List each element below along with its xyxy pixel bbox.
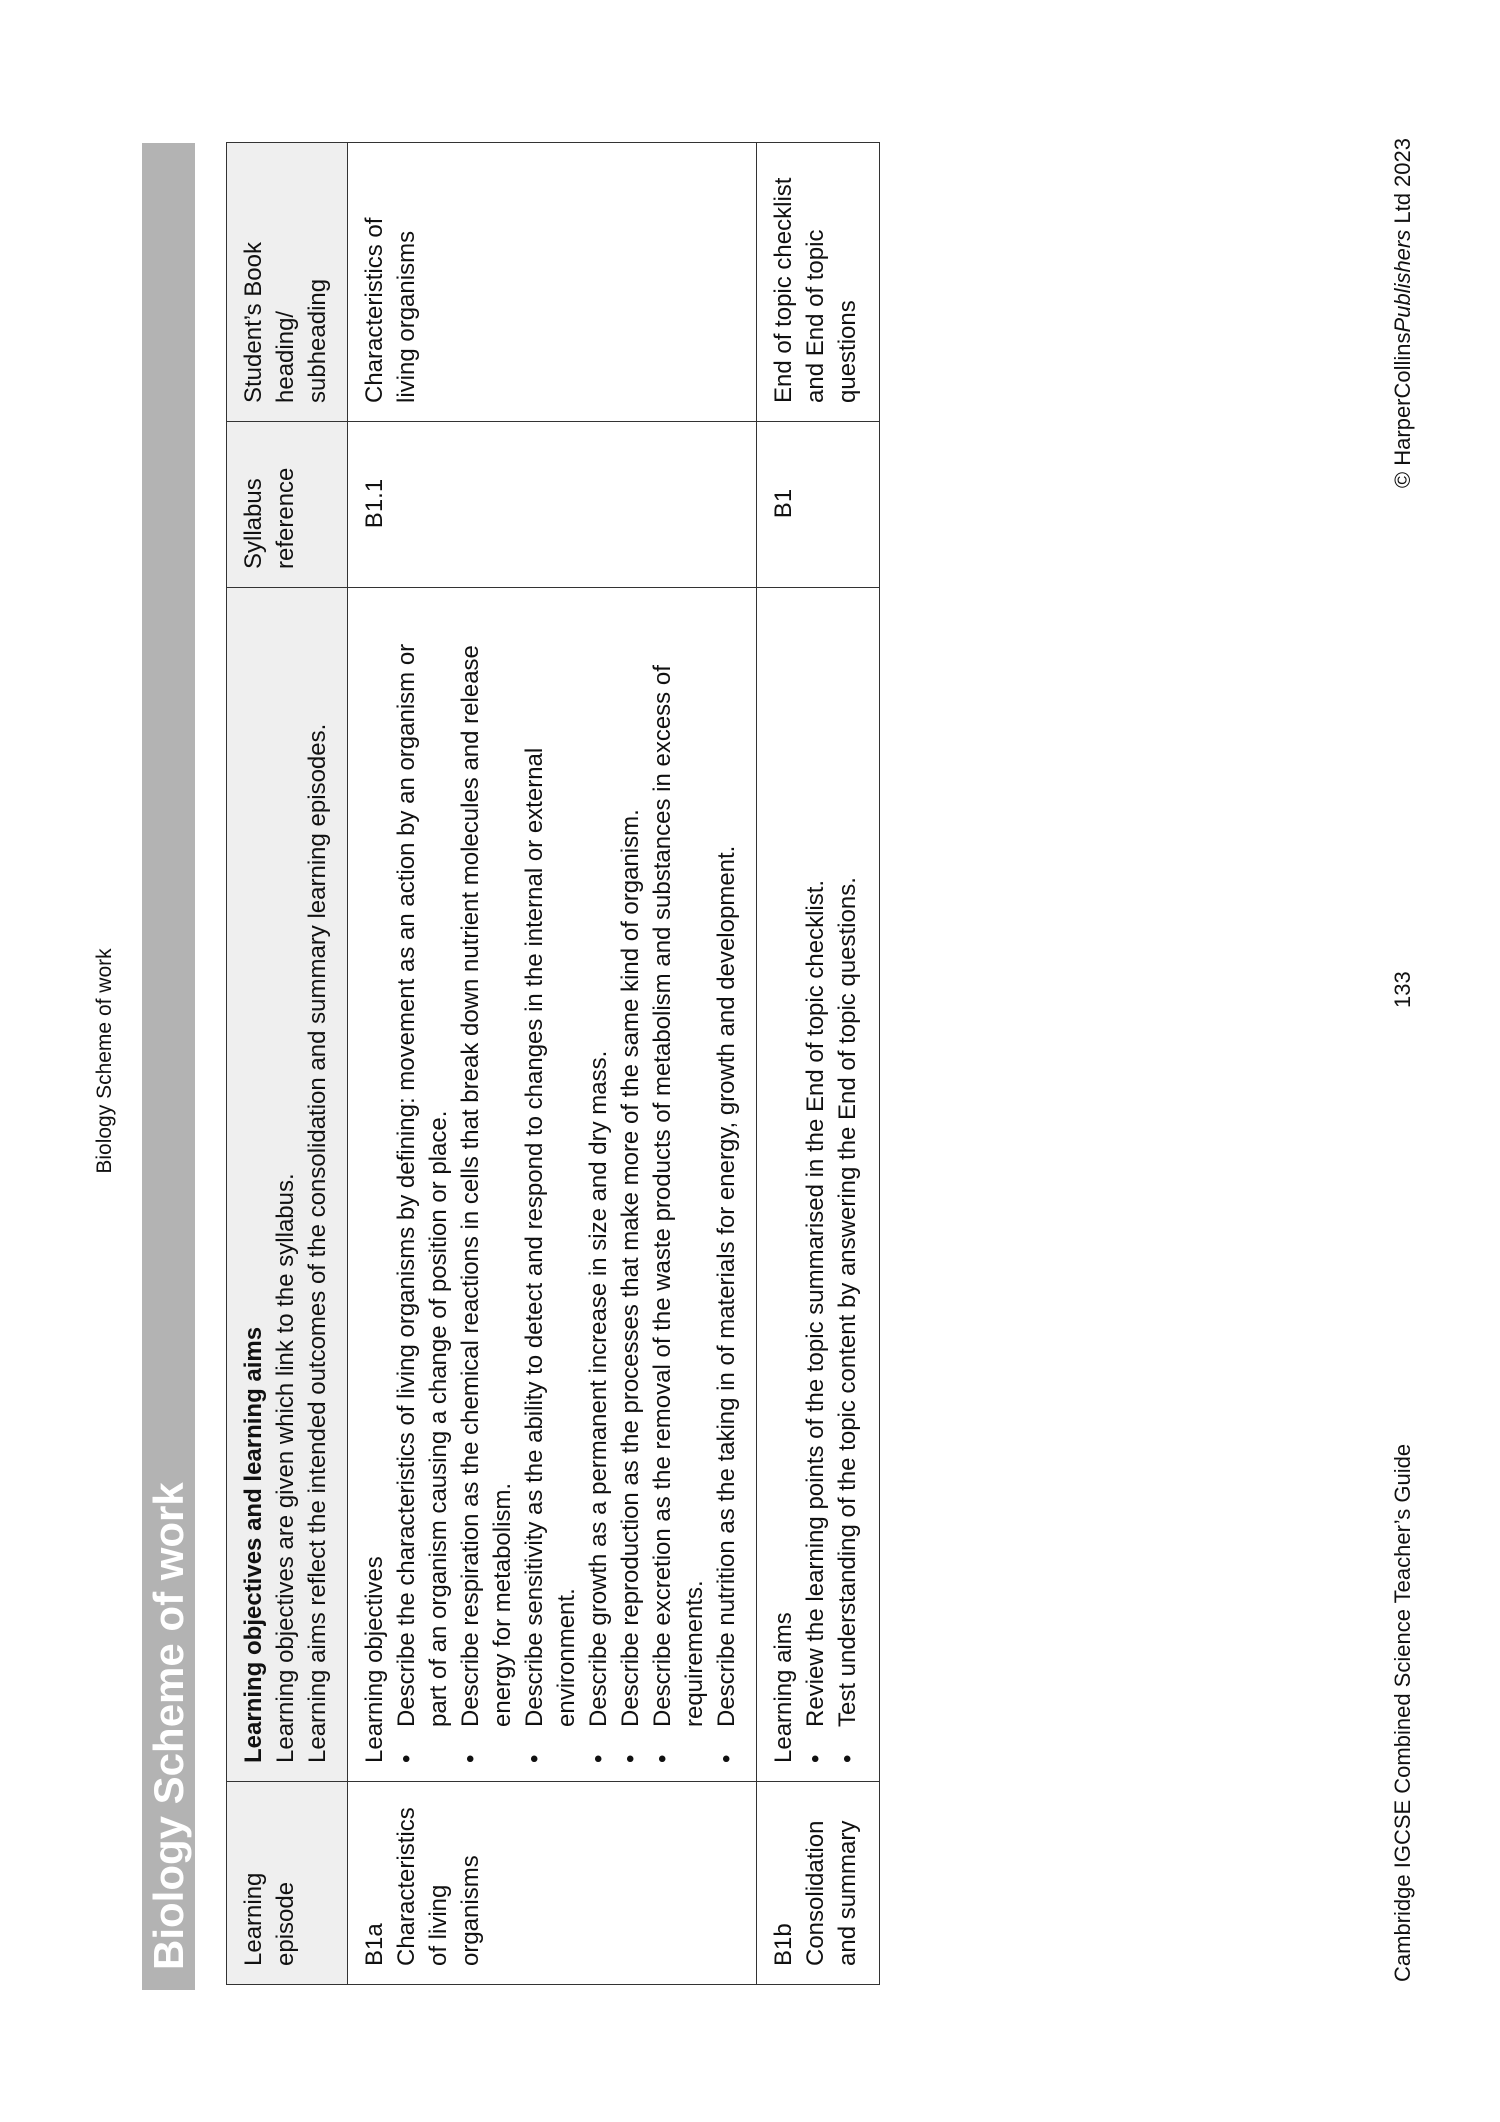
header-learning-episode bbox=[227, 1782, 348, 1985]
list-item bbox=[519, 604, 583, 1763]
episode-code: B1b bbox=[770, 1923, 797, 1966]
list-item bbox=[711, 604, 743, 1763]
students-book-cell: Characteristics of living organisms bbox=[348, 143, 757, 422]
syllabus-cell: B1 bbox=[757, 422, 880, 588]
header-text: reference bbox=[272, 467, 299, 569]
episode-cell bbox=[757, 1782, 880, 1985]
episode-code: B1a bbox=[361, 1923, 388, 1966]
bullet-icon: • bbox=[617, 1754, 644, 1763]
list-item-text: Describe reproduction as the processes that make more of the same kind of organism. bbox=[617, 809, 644, 1727]
list-item-text: Describe the characteristics of living organisms by defining: movement as an action by an organism or part of an organism causing a change of position or place. bbox=[393, 643, 452, 1727]
bullet-icon: • bbox=[713, 1754, 740, 1763]
copyright-italic: Publishers bbox=[1390, 229, 1415, 333]
header-text: Learning objectives and learning aims bbox=[240, 1326, 267, 1763]
list-item-text: Describe respiration as the chemical reactions in cells that break down nutrient molecules and release energy for metabolism. bbox=[457, 645, 516, 1727]
header-note: Learning objectives are given which link to the syllabus. bbox=[272, 1173, 299, 1763]
copyright-text: Ltd 2023 bbox=[1390, 138, 1415, 230]
header-syllabus-reference bbox=[227, 422, 348, 588]
aims-list bbox=[800, 604, 864, 1763]
header-text: Syllabus bbox=[240, 478, 267, 569]
header-objectives bbox=[227, 588, 348, 1782]
bullet-icon: • bbox=[649, 1754, 676, 1763]
page-number: 133 bbox=[1390, 971, 1415, 1008]
header-students-book bbox=[227, 143, 348, 422]
bullet-icon: • bbox=[457, 1754, 484, 1763]
header-text: Student’s Book bbox=[240, 241, 267, 403]
header-note: Learning aims reflect the intended outcomes of the consolidation and summary learning episodes. bbox=[304, 723, 331, 1763]
footer-book-title: Cambridge IGCSE Combined Science Teacher’s Guide bbox=[1390, 1443, 1415, 1982]
students-book-cell: End of topic checklist and End of topic questions bbox=[757, 143, 880, 422]
header-text: episode bbox=[272, 1881, 299, 1966]
header-text: heading/ bbox=[272, 310, 299, 403]
bullet-icon: • bbox=[521, 1754, 548, 1763]
list-item-text: Describe excretion as the removal of the waste products of metabolism and substances in excess of requirements. bbox=[649, 665, 708, 1727]
list-item bbox=[615, 604, 647, 1763]
list-item-text: Describe nutrition as the taking in of materials for energy, growth and development. bbox=[713, 845, 740, 1727]
list-item-text: Test understanding of the topic content by answering the End of topic questions. bbox=[834, 877, 861, 1727]
list-title: Learning objectives bbox=[361, 1556, 388, 1763]
list-item bbox=[832, 604, 864, 1763]
list-item bbox=[647, 604, 711, 1763]
objectives-list bbox=[391, 604, 743, 1763]
copyright bbox=[1390, 138, 1416, 522]
list-item-text: Review the learning points of the topic summarised in the End of topic checklist. bbox=[802, 879, 829, 1727]
objectives-cell bbox=[348, 588, 757, 1782]
page-title: Biology Scheme of work bbox=[142, 143, 195, 1990]
list-item-text: Describe sensitivity as the ability to detect and respond to changes in the internal or external environment. bbox=[521, 747, 580, 1727]
table-row bbox=[348, 143, 757, 1985]
table-row bbox=[757, 143, 880, 1985]
running-head: Biology Scheme of work bbox=[93, 948, 116, 1174]
list-item bbox=[800, 604, 832, 1763]
bullet-icon: • bbox=[802, 1754, 829, 1763]
episode-name: Consolidation and summary bbox=[802, 1820, 861, 1966]
episode-cell bbox=[348, 1782, 757, 1985]
list-item bbox=[455, 604, 519, 1763]
scheme-of-work-table bbox=[226, 142, 880, 1985]
header-text: Learning bbox=[240, 1872, 267, 1966]
bullet-icon: • bbox=[393, 1754, 420, 1763]
table-header-row bbox=[227, 143, 348, 1985]
list-item bbox=[391, 604, 455, 1763]
bullet-icon: • bbox=[834, 1754, 861, 1763]
copyright-text: © HarperCollins bbox=[1390, 332, 1415, 489]
bullet-icon: • bbox=[585, 1754, 612, 1763]
objectives-cell bbox=[757, 588, 880, 1782]
list-item bbox=[583, 604, 615, 1763]
header-text: subheading bbox=[304, 278, 331, 403]
syllabus-cell: B1.1 bbox=[348, 422, 757, 588]
list-title: Learning aims bbox=[770, 1612, 797, 1763]
list-item-text: Describe growth as a permanent increase in size and dry mass. bbox=[585, 1050, 612, 1727]
episode-name: Characteristics of living organisms bbox=[393, 1807, 484, 1966]
